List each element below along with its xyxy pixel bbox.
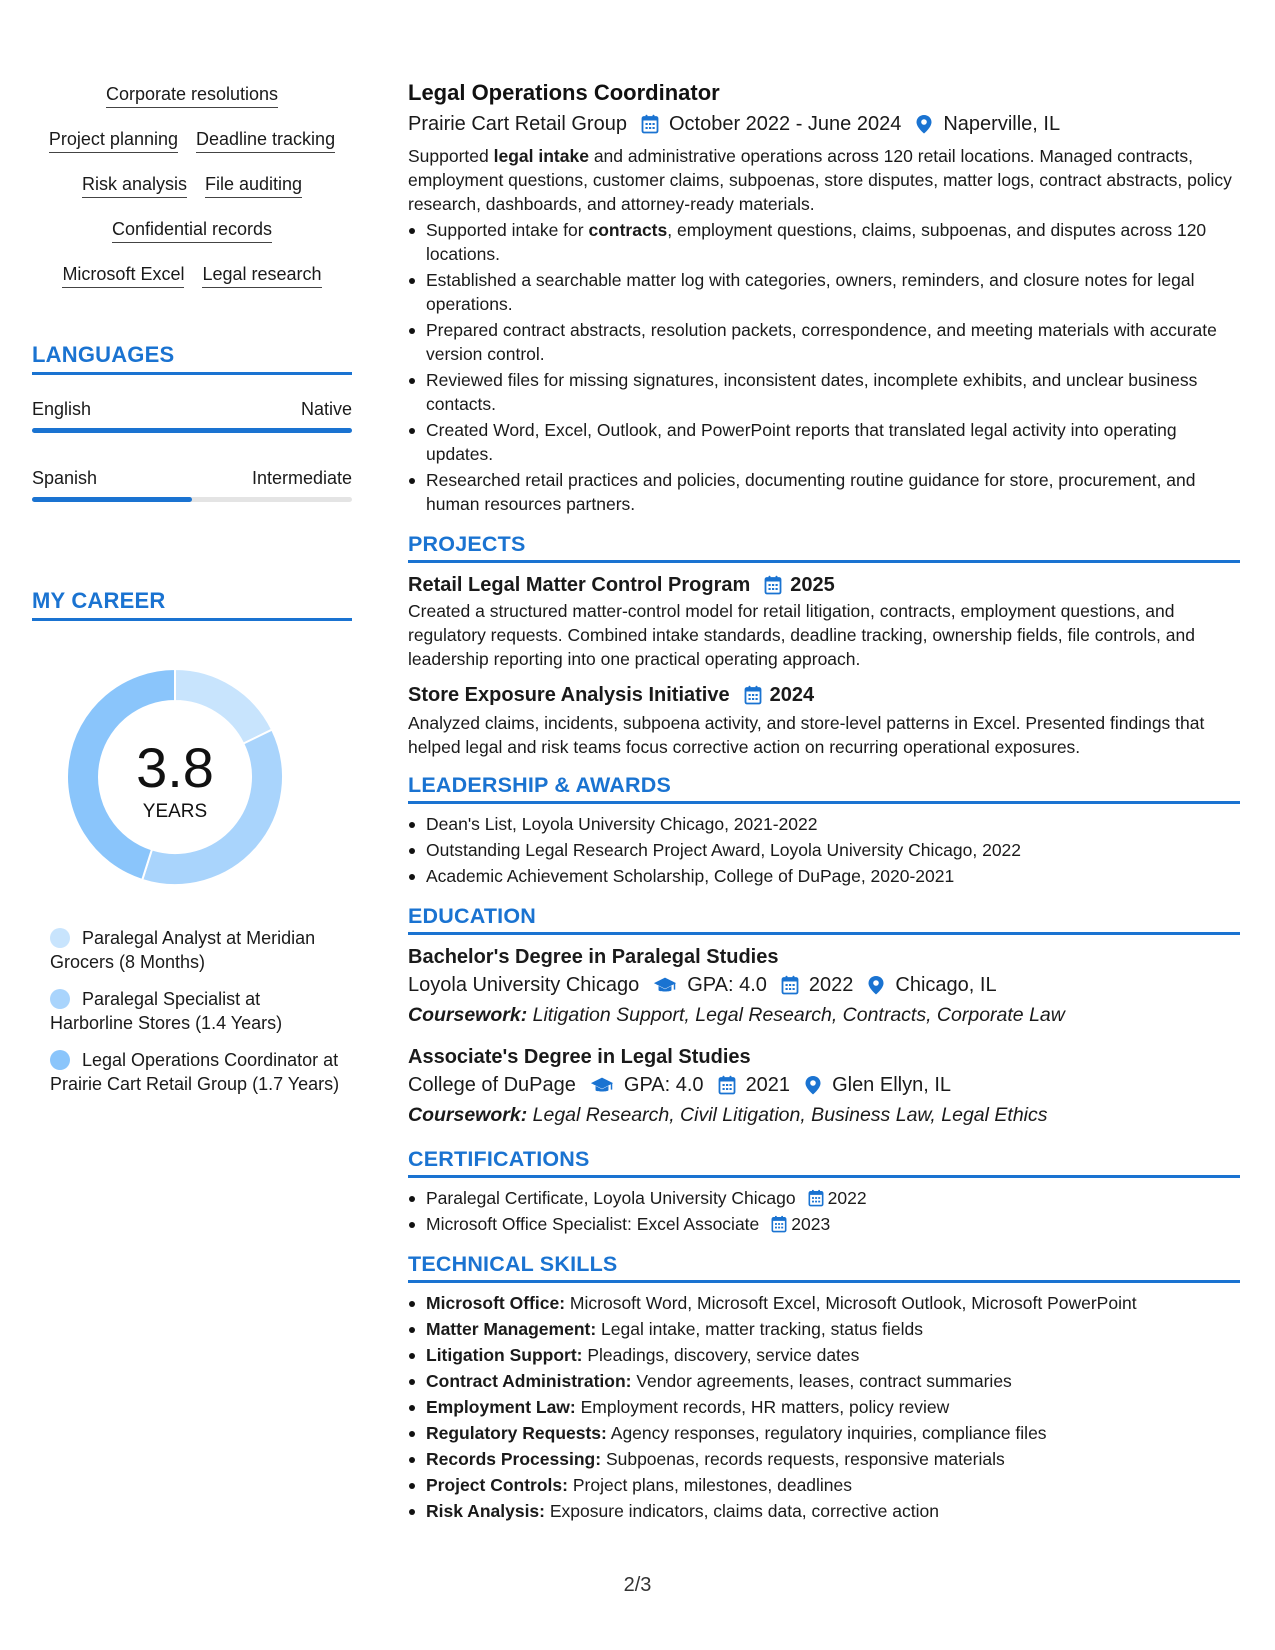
language-name: English bbox=[32, 399, 92, 419]
job-bullet: Established a searchable matter log with categories, owners, reminders, and closure notes for legal operations. bbox=[408, 268, 1240, 316]
skill-tag: Risk analysis bbox=[82, 172, 187, 198]
skill-tag: Project planning bbox=[49, 127, 178, 153]
job-location: Naperville, IL bbox=[943, 113, 1061, 135]
coursework bbox=[408, 1001, 1240, 1029]
technical-skill-value: Microsoft Word, Microsoft Excel, Microsoft Outlook, Microsoft PowerPoint bbox=[569, 1293, 1137, 1313]
leadership-heading: LEADERSHIP & AWARDS bbox=[408, 773, 1240, 804]
project-description: Analyzed claims, incidents, subpoena activity, and store-level patterns in Excel. Presented findings that helped legal and risk teams focus corrective action on recurring operational exposures. bbox=[408, 713, 1205, 757]
project-title: Store Exposure Analysis Initiative bbox=[408, 684, 730, 706]
technical-skill-label: Regulatory Requests: bbox=[426, 1423, 607, 1443]
graduation-year: 2022 bbox=[808, 974, 854, 996]
language-level: Native bbox=[300, 399, 352, 419]
graduation-cap-icon bbox=[590, 1075, 614, 1095]
technical-skill-label: Risk Analysis: bbox=[426, 1501, 545, 1521]
skill-tag-row bbox=[32, 262, 352, 288]
language-name: Spanish bbox=[32, 468, 98, 488]
job-summary bbox=[408, 144, 1240, 216]
certifications-heading: CERTIFICATIONS bbox=[408, 1147, 1240, 1178]
skill-tag: Legal research bbox=[202, 262, 321, 288]
page-number: 2/3 bbox=[623, 1574, 652, 1596]
technical-skill-label: Contract Administration: bbox=[426, 1371, 632, 1391]
skill-tag-row bbox=[32, 172, 352, 198]
calendar-icon bbox=[744, 685, 762, 705]
education-meta bbox=[408, 971, 1240, 999]
technical-skill-item bbox=[408, 1473, 1240, 1497]
certification-name: Paralegal Certificate, Loyola University Chicago bbox=[426, 1188, 796, 1208]
project-title: Retail Legal Matter Control Program bbox=[408, 574, 751, 596]
bullet-bold: contracts bbox=[588, 220, 668, 240]
calendar-icon bbox=[771, 1215, 787, 1233]
technical-skills-list bbox=[408, 1291, 1240, 1523]
career-heading: MY CAREER bbox=[32, 588, 352, 621]
degree-title: Bachelor's Degree in Paralegal Studies bbox=[408, 946, 779, 968]
technical-skill-item bbox=[408, 1421, 1240, 1445]
projects-heading: PROJECTS bbox=[408, 532, 1240, 563]
project-item bbox=[408, 571, 1240, 671]
location-pin-icon bbox=[867, 975, 885, 995]
degree-title: Associate's Degree in Legal Studies bbox=[408, 1046, 751, 1068]
bullet-text: Supported intake for bbox=[426, 220, 589, 240]
technical-skill-value: Vendor agreements, leases, contract summaries bbox=[636, 1371, 1012, 1391]
language-proficiency-bar bbox=[32, 428, 352, 433]
school-name: Loyola University Chicago bbox=[408, 974, 640, 996]
skill-tags bbox=[32, 82, 352, 288]
language-proficiency-fill bbox=[32, 428, 352, 433]
career-legend-item bbox=[50, 987, 340, 1035]
job-bullet: Created Word, Excel, Outlook, and PowerPoint reports that translated legal activity into operating updates. bbox=[408, 418, 1240, 466]
technical-skill-value: Agency responses, regulatory inquiries, compliance files bbox=[610, 1423, 1047, 1443]
technical-skill-item bbox=[408, 1499, 1240, 1523]
technical-skill-value: Exposure indicators, claims data, corrective action bbox=[549, 1501, 939, 1521]
technical-skill-item bbox=[408, 1317, 1240, 1341]
technical-skill-label: Records Processing: bbox=[426, 1449, 602, 1469]
technical-skill-item bbox=[408, 1291, 1240, 1315]
gpa: GPA: 4.0 bbox=[687, 974, 767, 996]
calendar-icon bbox=[764, 575, 782, 595]
coursework-list: Litigation Support, Legal Research, Contracts, Corporate Law bbox=[532, 1004, 1065, 1026]
career-total-unit: YEARS bbox=[142, 801, 208, 822]
technical-skill-label: Matter Management: bbox=[426, 1319, 597, 1339]
certification-name: Microsoft Office Specialist: Excel Associate bbox=[426, 1214, 760, 1234]
education-item bbox=[408, 1043, 1240, 1129]
career-total-value: 3.8 bbox=[136, 736, 214, 799]
skill-tag: Confidential records bbox=[112, 217, 272, 243]
skill-tag: Deadline tracking bbox=[196, 127, 335, 153]
main-content bbox=[408, 78, 1240, 1525]
job-bullet: Prepared contract abstracts, resolution packets, correspondence, and meeting materials with accurate version control. bbox=[408, 318, 1240, 366]
career-legend-label: Legal Operations Coordinator at Prairie Cart Retail Group (1.7 Years) bbox=[50, 1050, 340, 1094]
certifications-list bbox=[408, 1186, 1240, 1236]
experience-entry bbox=[408, 78, 1240, 516]
coursework-label: Coursework: bbox=[408, 1104, 528, 1126]
location-pin-icon bbox=[804, 1075, 822, 1095]
leadership-item: Dean's List, Loyola University Chicago, 2021-2022 bbox=[408, 812, 1240, 836]
skill-tag-row bbox=[32, 82, 352, 108]
school-location: Chicago, IL bbox=[895, 974, 997, 996]
technical-skill-label: Project Controls: bbox=[426, 1475, 568, 1495]
technical-skill-label: Employment Law: bbox=[426, 1397, 576, 1417]
summary-bold: legal intake bbox=[493, 146, 589, 166]
certification-item bbox=[408, 1212, 1240, 1236]
legend-dot bbox=[50, 989, 70, 1009]
calendar-icon bbox=[718, 1075, 736, 1095]
summary-text: Supported bbox=[408, 146, 494, 166]
technical-skill-item bbox=[408, 1369, 1240, 1393]
project-item bbox=[408, 681, 1240, 759]
technical-skill-value: Employment records, HR matters, policy review bbox=[580, 1397, 950, 1417]
technical-skill-value: Project plans, milestones, deadlines bbox=[572, 1475, 853, 1495]
leadership-item: Academic Achievement Scholarship, College of DuPage, 2020-2021 bbox=[408, 864, 1240, 888]
summary-text: and administrative operations across 120 retail locations. Managed contracts, employment questions, customer claims, subpoenas, store disputes, matter logs, contract abstracts, policy research, dashboards, and attorney-ready materials. bbox=[408, 146, 1232, 214]
coursework-list: Legal Research, Civil Litigation, Business Law, Legal Ethics bbox=[532, 1104, 1048, 1126]
career-legend bbox=[50, 926, 340, 1109]
project-year: 2024 bbox=[769, 684, 815, 706]
left-sidebar bbox=[32, 82, 352, 502]
job-title: Legal Operations Coordinator bbox=[408, 80, 720, 105]
job-bullets bbox=[408, 218, 1240, 516]
career-legend-item bbox=[50, 1048, 340, 1096]
project-description: Created a structured matter-control model for retail litigation, contracts, employment questions, and regulatory requests. Combined intake standards, deadline tracking, ownership fields, file controls, and leadership reporting into one practical operating approach. bbox=[408, 601, 1195, 669]
career-legend-item bbox=[50, 926, 340, 974]
calendar-icon bbox=[808, 1189, 824, 1207]
skill-tag: Corporate resolutions bbox=[106, 82, 278, 108]
technical-skill-item bbox=[408, 1447, 1240, 1471]
calendar-icon bbox=[641, 114, 659, 134]
graduation-year: 2021 bbox=[745, 1074, 791, 1096]
calendar-icon bbox=[781, 975, 799, 995]
technical-skill-value: Pleadings, discovery, service dates bbox=[587, 1345, 860, 1365]
technical-skill-item bbox=[408, 1343, 1240, 1367]
technical-skill-value: Subpoenas, records requests, responsive materials bbox=[605, 1449, 1005, 1469]
career-donut-segment bbox=[175, 669, 272, 744]
language-proficiency-fill bbox=[32, 497, 192, 502]
job-bullet: Researched retail practices and policies, documenting routine guidance for store, procurement, and human resources partners. bbox=[408, 468, 1240, 516]
career-legend-label: Paralegal Specialist at Harborline Stores (1.4 Years) bbox=[50, 989, 283, 1033]
leadership-list bbox=[408, 812, 1240, 888]
skill-tag: Microsoft Excel bbox=[62, 262, 184, 288]
job-bullet: Reviewed files for missing signatures, inconsistent dates, incomplete exhibits, and unclear business contacts. bbox=[408, 368, 1240, 416]
education-item bbox=[408, 943, 1240, 1029]
legend-dot bbox=[50, 928, 70, 948]
language-proficiency-bar bbox=[32, 497, 352, 502]
job-dates: October 2022 - June 2024 bbox=[668, 113, 902, 135]
school-name: College of DuPage bbox=[408, 1074, 576, 1096]
career-legend-label: Paralegal Analyst at Meridian Grocers (8 Months) bbox=[50, 928, 316, 972]
skill-tag: File auditing bbox=[205, 172, 302, 198]
company-name: Prairie Cart Retail Group bbox=[408, 113, 627, 135]
technical-skill-item bbox=[408, 1395, 1240, 1419]
skill-tag-row bbox=[32, 127, 352, 153]
graduation-cap-icon bbox=[653, 975, 677, 995]
technical-skill-label: Microsoft Office: bbox=[426, 1293, 566, 1313]
technical-skills-heading: TECHNICAL SKILLS bbox=[408, 1252, 1240, 1283]
job-bullet bbox=[408, 218, 1240, 266]
coursework-label: Coursework: bbox=[408, 1004, 528, 1026]
project-year: 2025 bbox=[790, 574, 835, 596]
job-meta bbox=[408, 110, 1240, 138]
skill-tag-row bbox=[32, 217, 352, 243]
gpa: GPA: 4.0 bbox=[623, 1074, 704, 1096]
language-item bbox=[32, 398, 352, 433]
leadership-item: Outstanding Legal Research Project Award, Loyola University Chicago, 2022 bbox=[408, 838, 1240, 862]
education-meta bbox=[408, 1071, 1240, 1099]
certification-year: 2022 bbox=[827, 1188, 867, 1208]
technical-skill-label: Litigation Support: bbox=[426, 1345, 583, 1365]
bullet-text: , employment questions, claims, subpoenas, and disputes across 120 locations. bbox=[426, 220, 1207, 264]
language-item bbox=[32, 467, 352, 502]
certification-year: 2023 bbox=[791, 1214, 831, 1234]
school-location: Glen Ellyn, IL bbox=[832, 1074, 952, 1096]
education-heading: EDUCATION bbox=[408, 904, 1240, 935]
coursework bbox=[408, 1101, 1240, 1129]
language-level: Intermediate bbox=[251, 468, 352, 488]
languages-list bbox=[32, 398, 352, 502]
technical-skill-value: Legal intake, matter tracking, status fields bbox=[601, 1319, 924, 1339]
certification-item bbox=[408, 1186, 1240, 1210]
languages-heading: LANGUAGES bbox=[32, 342, 352, 375]
legend-dot bbox=[50, 1050, 70, 1070]
location-pin-icon bbox=[915, 114, 933, 134]
